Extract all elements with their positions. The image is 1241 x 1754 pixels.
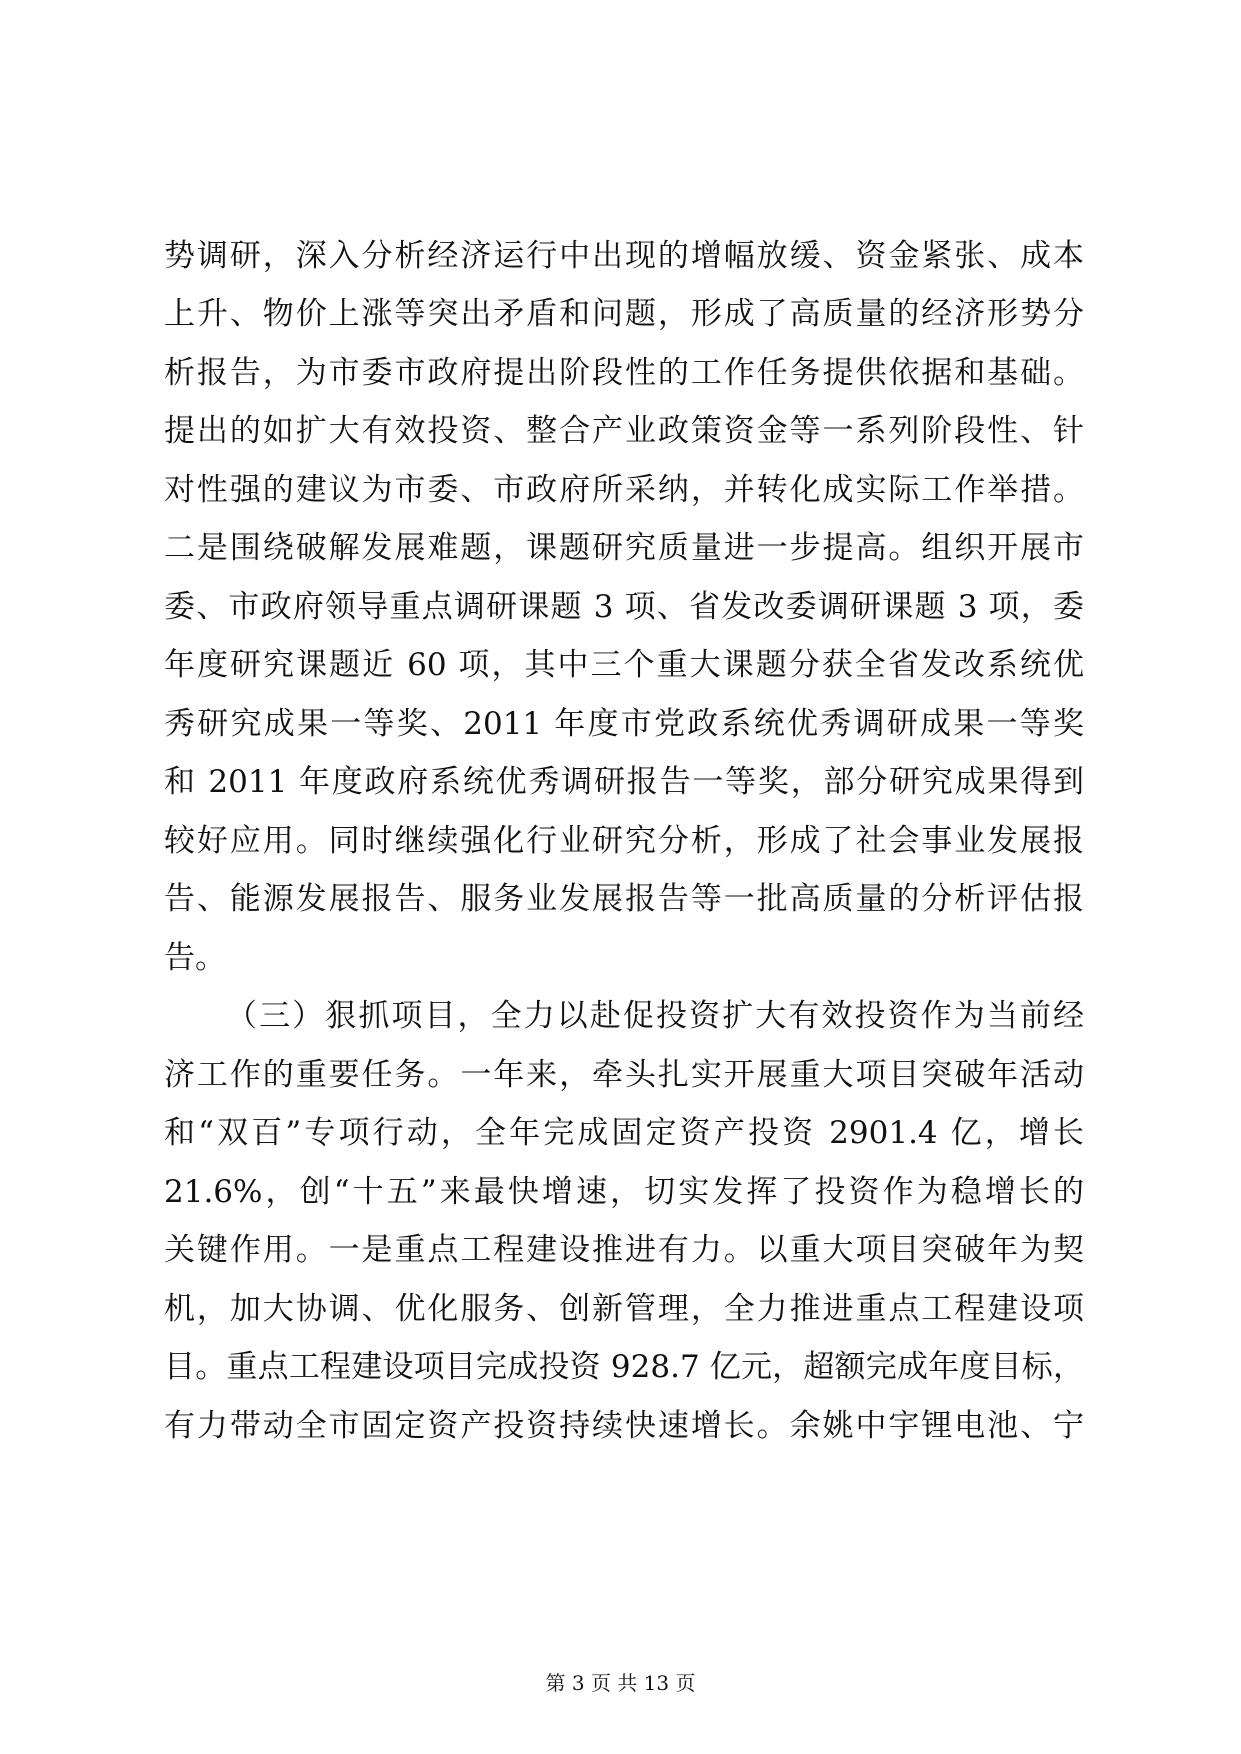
section-heading-line: （三）狠抓项目，全力以赴促投资扩大有效投资作为当前经 [226,998,1084,1034]
body-text-line: 和“双百”专项行动，全年完成固定资产投资 2901.4 亿，增长 [164,1115,1084,1151]
body-text-line: 析报告，为市委市政府提出阶段性的工作任务提供依据和基础。 [164,355,1084,391]
body-text-line: 机，加大协调、优化服务、创新管理，全力推进重点工程建设项 [164,1291,1084,1327]
page-footer: 第 3 页 共 13 页 [545,1671,696,1695]
body-text-line: 上升、物价上涨等突出矛盾和问题，形成了高质量的经济形势分 [164,296,1084,332]
body-text-line: 关键作用。一是重点工程建设推进有力。以重大项目突破年为契 [164,1232,1084,1268]
body-text-line: 二是围绕破解发展难题，课题研究质量进一步提高。组织开展市 [164,530,1084,566]
body-text-line: 对性强的建议为市委、市政府所采纳，并转化成实际工作举措。 [164,472,1084,508]
body-text-line: 和 2011 年度政府系统优秀调研报告一等奖，部分研究成果得到 [164,764,1084,800]
body-text-line: 告、能源发展报告、服务业发展报告等一批高质量的分析评估报 [164,881,1084,917]
body-text-line: 年度研究课题近 60 项，其中三个重大课题分获全省发改系统优 [164,647,1084,683]
body-text-line: 目。重点工程建设项目完成投资 928.7 亿元，超额完成年度目标， [164,1349,1084,1385]
body-text-line: 有力带动全市固定资产投资持续快速增长。余姚中宇锂电池、宁 [164,1408,1084,1444]
body-text-line: 提出的如扩大有效投资、整合产业政策资金等一系列阶段性、针 [164,413,1084,449]
body-text-line: 秀研究成果一等奖、2011 年度市党政系统优秀调研成果一等奖 [164,706,1084,742]
body-text-line: 委、市政府领导重点调研课题 3 项、省发改委调研课题 3 项，委 [164,589,1084,625]
body-text-line: 势调研，深入分析经济运行中出现的增幅放缓、资金紧张、成本 [164,238,1084,274]
body-text-line: 告。 [164,940,226,976]
body-text-line: 较好应用。同时继续强化行业研究分析，形成了社会事业发展报 [164,823,1084,859]
body-text-line: 21.6%，创“十五”来最快增速，切实发挥了投资作为稳增长的 [164,1174,1084,1210]
body-text-line: 济工作的重要任务。一年来，牵头扎实开展重大项目突破年活动 [164,1057,1084,1093]
